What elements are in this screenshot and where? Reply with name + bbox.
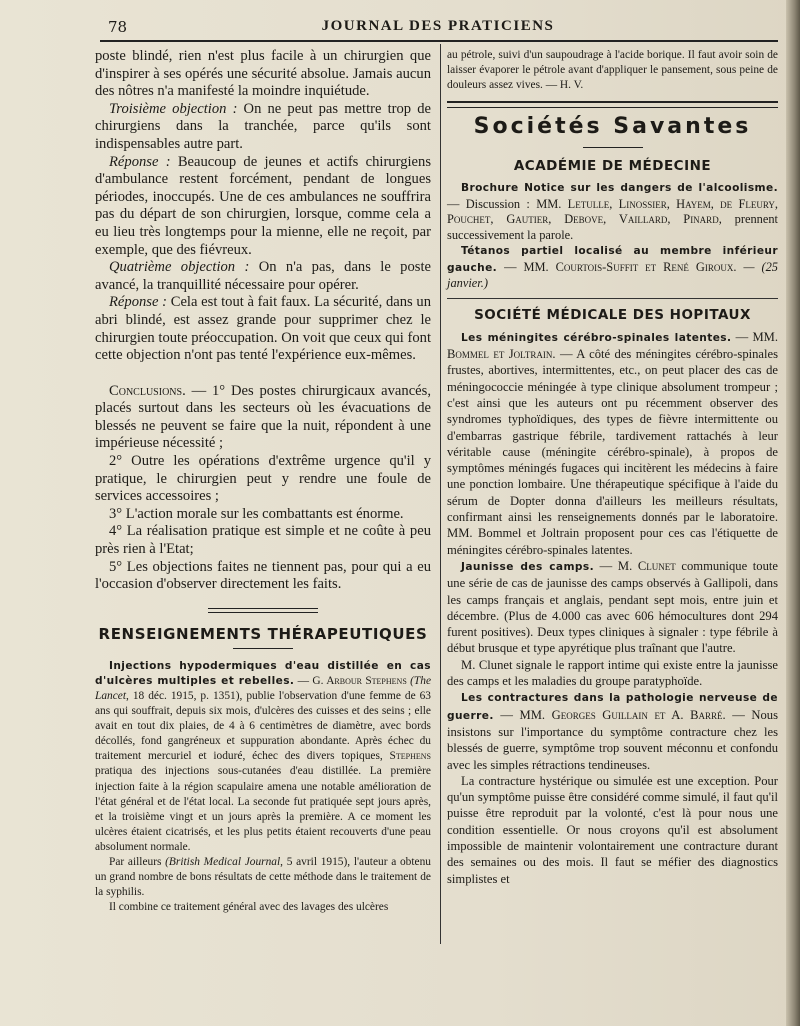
conclusion-4: 4° La réalisation pratique est simple et ne coûte à peu près rien à l'Etat; [95,523,431,558]
contractures-names: Georges Guillain et A. Barré. [551,707,726,722]
brochure-title: Brochure Notice sur les dangers de l'alcoolisme. [461,182,778,195]
therapeutics-article [95,659,431,855]
running-title: JOURNAL DES PRATICIENS [321,18,555,34]
therapeutics-p2-b: , 5 avril 1915), l'auteur a obtenu un grand nombre de bons résultats de cette méthode dans le traitement de la syphilis. [95,856,431,899]
jaunisse-entry [447,558,778,657]
fourth-objection-paragraph [95,259,431,294]
article-author-ref: Stephens [389,750,431,763]
response-text-2: Cela est tout à fait faux. La sécurité, dans un abri blindé, est assez grande pour supprimer chez le chirurgien toute préoccupation. On voit que ceux qui font cette objection n'ont pas tenté l'expérience eux-mêmes. [95,294,431,364]
therapeutics-p2-journal: (British Medical Journal [165,856,281,869]
contractures-text-b: — Nous insistons sur l'importance du symptôme contracture chez les blessés de guerre, symptôme trop souvent méconnu et confondu avec les simples rétractions tendineuses. [447,707,778,772]
tetanos-title: Tétanos partiel localisé au membre inférieur gauche. [447,245,778,274]
conclusion-5: 5° Les objections faites ne tiennent pas, pour qui a eu l'occasion d'observer directement les faits. [95,558,431,593]
academie-heading: ACADÉMIE DE MÉDECINE [513,158,712,175]
brochure-text-b: prennent successivement la parole. [447,212,778,242]
therapeutics-p2-a: Par ailleurs [109,856,166,869]
article-author: — G. Arbour Stephens [294,674,407,687]
response-paragraph-2 [95,294,431,364]
fourth-objection-text: On n'a pas, dans le poste avancé, la tranquillité nécessaire pour opérer. [95,259,431,293]
third-objection-text: On ne peut pas mettre trop de chirurgiens dans la tranchée, parce qu'ils sont indispensables autre part. [95,100,431,152]
meningites-title: Les méningites cérébro-spinales latentes. [461,331,732,344]
contractures-entry [447,689,778,772]
societes-underline [583,147,643,148]
contractures-paragraph-2: La contracture hystérique ou simulée est une exception. Pour qu'un symptôme puisse être considéré comme simulé, il faut qu'il puisse être reproduit par la volonté, c'est là pour nous une condition essentielle. Or nous croyons qu'il est absolument impossible de maintenir volontairement une contracture durant des semaines ou des mois. Il faut se méfier des diagnostics simplistes et [447,773,778,886]
third-objection-paragraph [95,101,431,154]
article-body-b: pratiqua des injections sous-cutanées d'eau distillée. La première injection faite à la région scapulaire amena une notable amélioration de l'état général et de l'état local. La seconde fut pratiquée sept jours après, et la troisième vingt et un jours après la première. A ce moment les ulcères étaient cicatrisés, et les plus petits étaient recouverts d'une peau absolument normale. [95,765,431,853]
meningites-text-b: — A côté des méningites cérébro-spinales frustes, abortives, intermittentes, etc., on peut placer des cas de méningococcie méningée à type clinique absolument trompeur ; c'est ainsi que les auteurs ont pu récemment observer des syndromes typhoïdiques, des types de fièvre intermittente ou d'embarras gastrique fébrile, tardivement rattachés à leur véritable cause (méningite cérébro-spinale), à propos de symptômes méningés fugaces qui incitèrent les médecins à faire une ponction lombaire. Une thérapeutique spécifique à l'aide du sérum de Dopter donna d'ailleurs les meilleurs résultats, confirmant ainsi les renseignements donnés par le laboratoire. MM. Bommel et Joltrain proposent pour ces cas l'étiquette de méningites cérébro-spinales latentes. [447,347,778,557]
meningites-text-a: — MM. [731,329,778,344]
third-objection-label: Troisième objection : [109,100,238,117]
jaunisse-paragraph-2: M. Clunet signale le rapport intime qui existe entre la jaunisse des camps et les maladies du groupe paratyphoïde. [447,657,778,689]
page-binding-edge [786,0,800,1026]
paragraph-continuation: poste blindé, rien n'est plus facile à un chirurgien que d'inspirer à ses opérés une sécurité absolue. Jamais aucun des nôtres n'a manifesté la moindre inquiétude. [95,48,431,100]
societe-medicale-heading: SOCIÉTÉ MÉDICALE DES HOPITAUX [474,306,751,323]
conclusions-text: — 1° Des postes chirurgicaux avancés, placés surtout dans les secteurs où les évacuations de blessés ne peuvent se faire que la nuit, répondent à une impérieuse nécessité ; [95,382,431,452]
conclusion-2: 2° Outre les opérations d'extrême urgence qu'il y pratique, le chirurgien peut y rendre une foule de services accessoires ; [95,453,431,505]
column-divider [440,44,441,944]
jaunisse-text-b: communique toute une série de cas de jaunisse des camps observés à Gallipoli, dans les camps français et anglais, pendant sept mois, entre juin et décembre. (Plus de 4.000 cas avec 606 hémocultures dont 294 furent positives). Deux types cliniques à signaler : type fébrile à début brusque et type apyrétique plus traînant que l'autre. [447,558,778,656]
header-rule [100,40,778,42]
therapeutics-paragraph-3: Il combine ce traitement général avec des lavages des ulcères [109,901,389,914]
brochure-text-a: — Discussion : MM. [447,196,568,211]
tetanos-date: — (25 janvier.) [447,259,778,291]
societes-savantes-heading: Sociétés Savantes [473,114,752,140]
therapeutics-heading: RENSEIGNEMENTS THÉRAPEUTIQUES [98,624,428,643]
page-number: 78 [108,18,128,36]
contractures-title: Les contractures dans la pathologie nerveuse de guerre. [447,692,778,722]
meningites-entry [447,329,778,558]
section-rule [447,101,778,108]
therapeutics-paragraph-2 [95,855,431,900]
response-label-1: Réponse : [109,153,171,170]
jaunisse-title: Jaunisse des camps. [461,560,595,573]
brochure-names: Letulle, Linossier, Hayem, de Fleury, Pouchet, Gautier, Debove, Vaillard, Pinard, [447,196,778,227]
brochure-entry [447,180,778,243]
heading-underline [233,648,293,649]
continuation-text: au pétrole, suivi d'un saupoudrage à l'acide borique. Il faut avoir soin de laisser évaporer le pétrole avant d'appliquer le pansement, sous peine de douleurs assez vives. — H. V. [447,49,778,92]
contractures-text-a: — MM. [493,707,552,722]
jaunisse-text-a: — M. [594,558,638,573]
fourth-objection-label: Quatrième objection : [109,259,250,276]
meningites-names: Bommel et Joltrain. [447,347,556,362]
response-paragraph-1 [95,154,431,260]
tetanos-text-a: — MM. [497,259,556,274]
tetanos-names: Courtois-Suffit et René Giroux. [555,259,737,274]
left-column [95,48,431,915]
article-body-a: , 18 déc. 1915, p. 1351), publie l'observation d'une femme de 63 ans qui souffrait, depuis six mois, d'ulcères des cuisses et des seins ; elle avait en tout dix plaies, de 4 à 6 centimètres de diamètre, avec bords décollés, fond gangréneux et suppuration abondante. Après échec du traitement mercuriel et ioduré, échec des divers topiques, [95,690,431,763]
right-column [447,48,778,887]
response-label-2: Réponse : [109,294,168,311]
section-separator [208,608,318,613]
article-title: Injections hypodermiques d'eau distillée en cas d'ulcères multiples et rebelles. [95,659,431,687]
conclusions-paragraph [95,383,431,453]
conclusion-3: 3° L'action morale sur les combattants est énorme. [109,505,404,522]
jaunisse-name: Clunet [637,558,676,573]
article-source-journal: (The Lancet [95,674,432,702]
tetanos-entry [447,243,778,292]
page-header [100,14,776,40]
response-text-1: Beaucoup de jeunes et actifs chirurgiens d'ambulance restent forcément, pendant de longues périodes, inoccupés. Une de ces ambulances ne souffrira pas du départ de son chirurgien, lorsque, comme cela a eu lieu très longtemps pour la mienne, elle ne reçoit, par exemple, que des fiévreux. [95,153,432,258]
conclusions-label: Conclusions. [109,382,186,399]
subsection-rule [447,298,778,299]
